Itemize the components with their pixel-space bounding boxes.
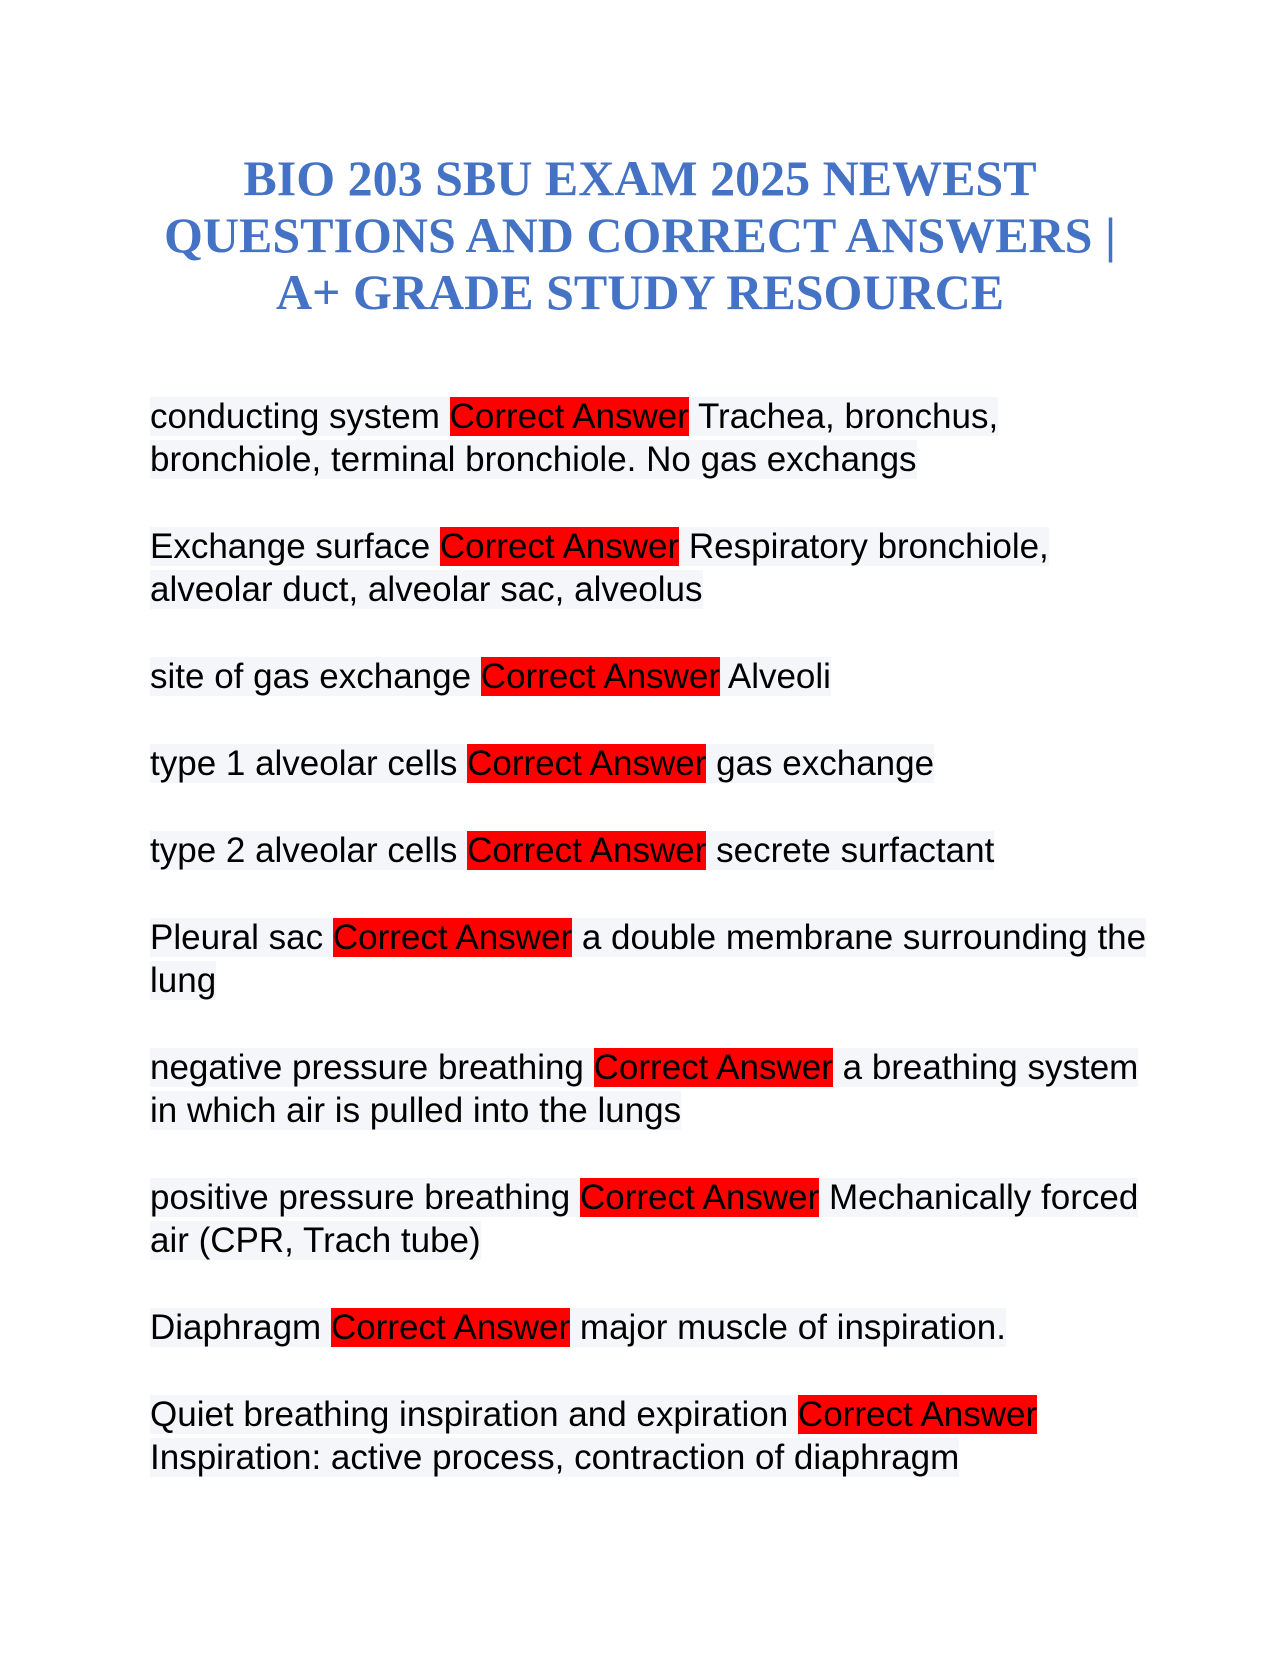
- correct-answer-marker: Correct Answer: [467, 744, 707, 783]
- title-line-2: QUESTIONS AND CORRECT ANSWERS |: [163, 207, 1116, 263]
- correct-answer-marker: Correct Answer: [332, 918, 573, 957]
- entry-answer: Mechanically forced air (CPR, Trach tube): [150, 1178, 1139, 1260]
- qa-entry-9: [150, 1306, 1160, 1349]
- entry-term: site of gas exchange: [150, 657, 472, 696]
- entry-term: Quiet breathing inspiration and expiration: [150, 1395, 789, 1434]
- entry-answer: a breathing system in which air is pulled into the lungs: [150, 1048, 1139, 1130]
- title-line-3: A+ GRADE STUDY RESOURCE: [275, 264, 1005, 320]
- qa-entry-1: [150, 395, 1160, 481]
- entry-term: Exchange surface: [150, 527, 431, 566]
- entry-answer: Alveoli: [727, 657, 831, 696]
- entry-answer: Respiratory bronchiole, alveolar duct, alveolar sac, alveolus: [150, 527, 1049, 609]
- document-title: [100, 150, 1180, 321]
- correct-answer-marker: Correct Answer: [797, 1395, 1038, 1434]
- correct-answer-marker: Correct Answer: [449, 397, 689, 436]
- entry-term: type 1 alveolar cells: [150, 744, 458, 783]
- qa-entry-3: [150, 655, 1160, 698]
- entry-answer: a double membrane surrounding the lung: [150, 918, 1147, 1000]
- qa-entry-10: [150, 1393, 1160, 1479]
- entry-term: Pleural sac: [150, 918, 324, 957]
- correct-answer-marker: Correct Answer: [480, 657, 721, 696]
- qa-entry-6: [150, 916, 1160, 1002]
- qa-entry-2: [150, 525, 1160, 611]
- correct-answer-marker: Correct Answer: [439, 527, 680, 566]
- title-line-1: BIO 203 SBU EXAM 2025 NEWEST: [243, 150, 1037, 206]
- qa-entry-8: [150, 1176, 1160, 1262]
- entry-answer: Trachea, bronchus, bronchiole, terminal bronchiole. No gas exchangs: [150, 397, 999, 479]
- correct-answer-marker: Correct Answer: [579, 1178, 820, 1217]
- correct-answer-marker: Correct Answer: [593, 1048, 833, 1087]
- entry-term: negative pressure breathing: [150, 1048, 584, 1087]
- entry-term: Diaphragm: [150, 1308, 322, 1347]
- entry-term: conducting system: [150, 397, 440, 436]
- qa-entry-4: [150, 742, 1160, 785]
- entry-answer: major muscle of inspiration.: [579, 1308, 1006, 1347]
- entry-answer: secrete surfactant: [716, 831, 995, 870]
- entry-term: type 2 alveolar cells: [150, 831, 458, 870]
- entry-term: positive pressure breathing: [150, 1178, 571, 1217]
- qa-entry-7: [150, 1046, 1160, 1132]
- qa-list: [150, 395, 1160, 1523]
- qa-entry-5: [150, 829, 1160, 872]
- entry-answer: Inspiration: active process, contraction of diaphragm: [150, 1438, 960, 1477]
- entry-answer: gas exchange: [716, 744, 935, 783]
- correct-answer-marker: Correct Answer: [467, 831, 707, 870]
- correct-answer-marker: Correct Answer: [330, 1308, 571, 1347]
